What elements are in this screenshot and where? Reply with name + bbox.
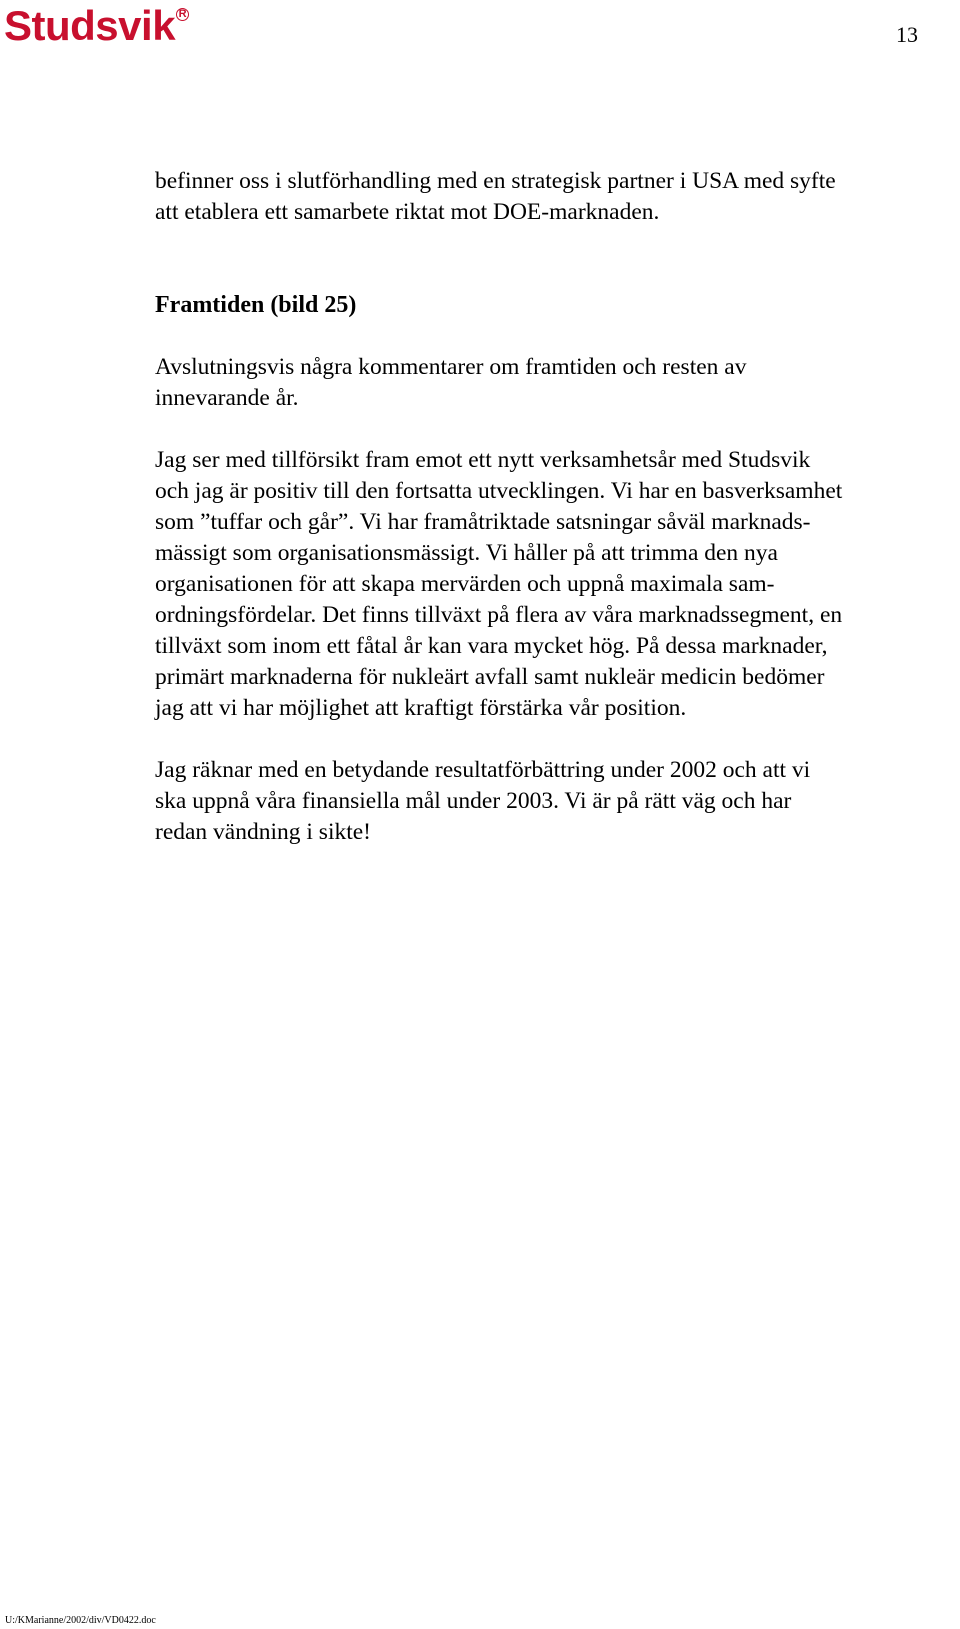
section-heading: Framtiden (bild 25) (155, 292, 357, 318)
studsvik-logo (4, 2, 189, 50)
paragraph-conclusion: Jag räknar med en betydande resultatförbättring under 2002 och att vi ska uppnå våra finansiella mål under 2003. Vi är på rätt väg och har redan vändning i sikte! (155, 757, 811, 845)
page-number: 13 (896, 22, 918, 47)
logo-wordmark: Studsvik (4, 2, 176, 49)
footer-file-path: U:/KMarianne/2002/div/VD0422.doc (5, 1615, 156, 1626)
paragraph-intro: Avslutningsvis några kommentarer om framtiden och resten av innevarande år. (155, 354, 747, 411)
document-body (155, 166, 960, 848)
paragraph-continuation: befinner oss i slutförhandling med en strategisk partner i USA med syfte att etablera ett samarbete riktat mot DOE-marknaden. (155, 168, 836, 225)
paragraph-outlook: Jag ser med tillförsikt fram emot ett nytt verksamhetsår med Studsvik och jag är positiv till den fortsatta utvecklingen. Vi har en basverksamhet som ”tuffar och går”. Vi har framåtriktade satsningar såväl marknads- mässigt som organisationsmässigt. Vi håller på att trimma den nya organisationen för att skapa mervärden och uppnå maximala sam- ordningsfördelar. Det finns tillväxt på flera av våra marknadssegment, en tillväxt som inom ett fåtal år kan vara mycket hög. På dessa marknader, primärt marknaderna för nukleärt avfall samt nukleär medicin bedömer jag att vi har möjlighet att kraftigt förstärka vår position. (155, 447, 843, 721)
registered-mark-icon: R (176, 8, 189, 21)
